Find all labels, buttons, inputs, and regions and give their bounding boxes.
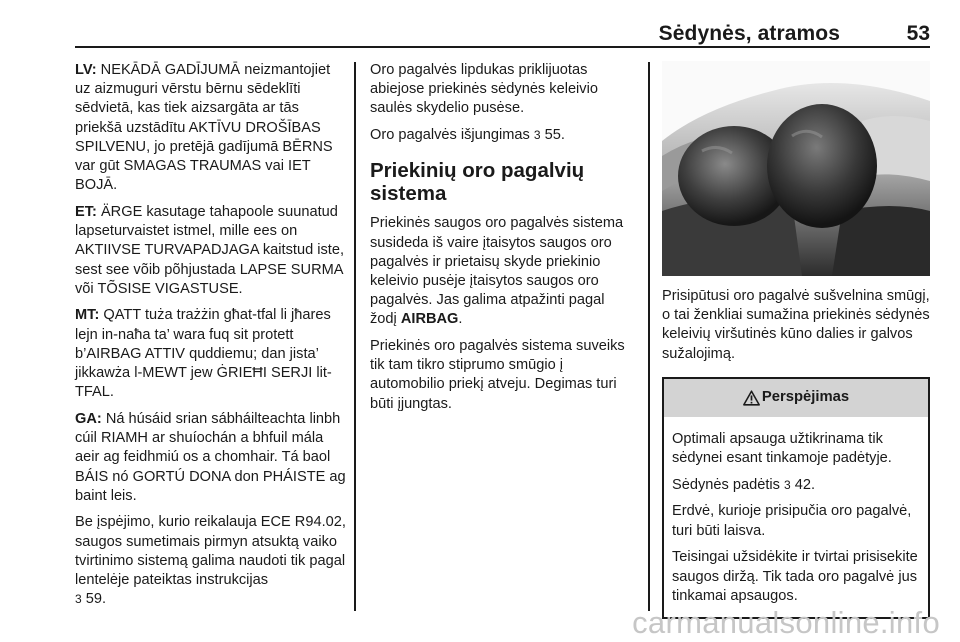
airbag-photo	[662, 61, 930, 276]
column-right	[662, 61, 930, 619]
warning-header	[664, 379, 928, 417]
warning-para	[672, 476, 922, 495]
paragraph-text: NEKĀDĀ GADĪJUMĀ neizmantojiet uz aizmuguri vērstu bērnu sēdeklīti sēdvietā, kas tiek aizsargāta ar tās priekšā uzstādītu AKTĪVU DROŠĪBAS SPILVENU, jo pretējā gadījumā BĒRNS var gūt SMAGAS TRAUMAS vai IET BOJĀ.	[75, 62, 333, 194]
section-heading: Priekinių oro pagalvių sistema	[370, 159, 585, 206]
warning-para: Erdvė, kurioje prisipučia oro pagalvė, turi būti laisva.	[672, 503, 912, 539]
page-reference[interactable]: 55.	[544, 127, 565, 144]
lang-code: MT:	[75, 307, 100, 324]
warning-title: Perspėjimas	[761, 389, 850, 406]
warning-triangle-icon	[743, 390, 760, 406]
system-description	[370, 214, 635, 329]
warning-ga	[75, 410, 347, 506]
page-reference-icon: 3	[75, 592, 82, 607]
deactivation-ref	[370, 126, 635, 145]
page-reference-icon: 3	[533, 128, 541, 143]
paragraph-text: Be įspėjimo, kurio reikalauja ECE R94.02, saugos sumetimais pirmyn atsuktą vaiko tvirtinimo sistemą galima naudoti tik pagal lentelėje pateiktas instrukcijas	[75, 514, 346, 589]
column-divider-left	[354, 62, 356, 611]
paragraph-text: ÄRGE kasutage tahapoole suunatud lapseturvaistet istmel, mille ees on AKTIIVSE TURVAPADJAGA kaitstud iste, sest see võib põhjustada LAPSE SURMA või TÕSISE VIGASTUSE.	[75, 203, 344, 297]
lang-code: LV:	[75, 62, 97, 78]
paragraph-text: QATT tuża trażżin għat-tfal li jħares lejn in-naħa ta’ wara fuq sit protett b’AIRBAG ATTIV quddiemu; dan jista’ jikkawża l-MEWT jew ĠRIEĦI SERJI lit-TFAL.	[75, 307, 332, 401]
lang-code: ET:	[75, 203, 97, 220]
warning-body	[664, 417, 928, 618]
page-reference[interactable]: 42.	[794, 476, 816, 493]
warning-lv	[75, 61, 347, 195]
info-ece	[75, 513, 347, 609]
lang-code: GA:	[75, 410, 102, 427]
warning-mt	[75, 306, 347, 402]
section-title: Sėdynės, atramos	[658, 22, 840, 45]
trigger-description: Priekinės oro pagalvės sistema suveiks tik tam tikro stiprumo smūgio į automobilio priekį atveju. Degimas turi būti įjungtas.	[370, 338, 625, 412]
punctuation: .	[458, 311, 463, 328]
warning-para: Teisingai užsidėkite ir tvirtai prisisekite saugos diržą. Tik tada oro pagalvė jus tinkamai apsaugos.	[672, 549, 918, 604]
warning-para: Optimali apsauga užtikrinama tik sėdynei esant tinkamoje padėtyje.	[672, 430, 892, 467]
sticker-info: Oro pagalvės lipdukas priklijuotas abiejose priekinės sėdynės keleivio saulės skydelio pusėse.	[370, 62, 598, 117]
warning-box	[662, 377, 930, 620]
warning-et	[75, 203, 347, 299]
page-number: 53	[906, 22, 930, 45]
watermark: carmanualsonline.info	[632, 605, 940, 640]
airbag-keyword: AIRBAG	[400, 311, 459, 328]
page-reference-icon: 3	[783, 477, 791, 492]
paragraph-text: Oro pagalvės išjungimas	[370, 127, 530, 144]
column-left	[75, 61, 347, 617]
paragraph-text: Priekinės saugos oro pagalvės sistema susideda iš vaire įtaisytos saugos oro pagalvės ir prietaisų skyde priekinio keleivio pusėje įtaisytos saugos oro pagalvės. Jas galima atpažinti pagal žodį	[370, 215, 624, 328]
paragraph-text: Sėdynės padėtis	[672, 476, 780, 493]
header-rule	[75, 46, 930, 48]
page-reference[interactable]: 59.	[85, 591, 107, 608]
page-header	[75, 0, 930, 48]
photo-caption: Prisipūtusi oro pagalvė sušvelnina smūgį, o tai ženkliai sumažina priekinės sėdynės keleivių viršutinės kūno dalies ir galvos sužalojimą.	[662, 288, 930, 362]
column-divider-right	[648, 62, 650, 611]
column-middle	[370, 61, 635, 421]
paragraph-text: Ná húsáid srian sábháilteachta linbh cúil RIAMH ar shuíochán a bhfuil mála aeir ag feidhmiú os a chomhair. Tá baol BÁIS nó GORTÚ DONA don PHÁISTE ag baint leis.	[75, 410, 346, 504]
